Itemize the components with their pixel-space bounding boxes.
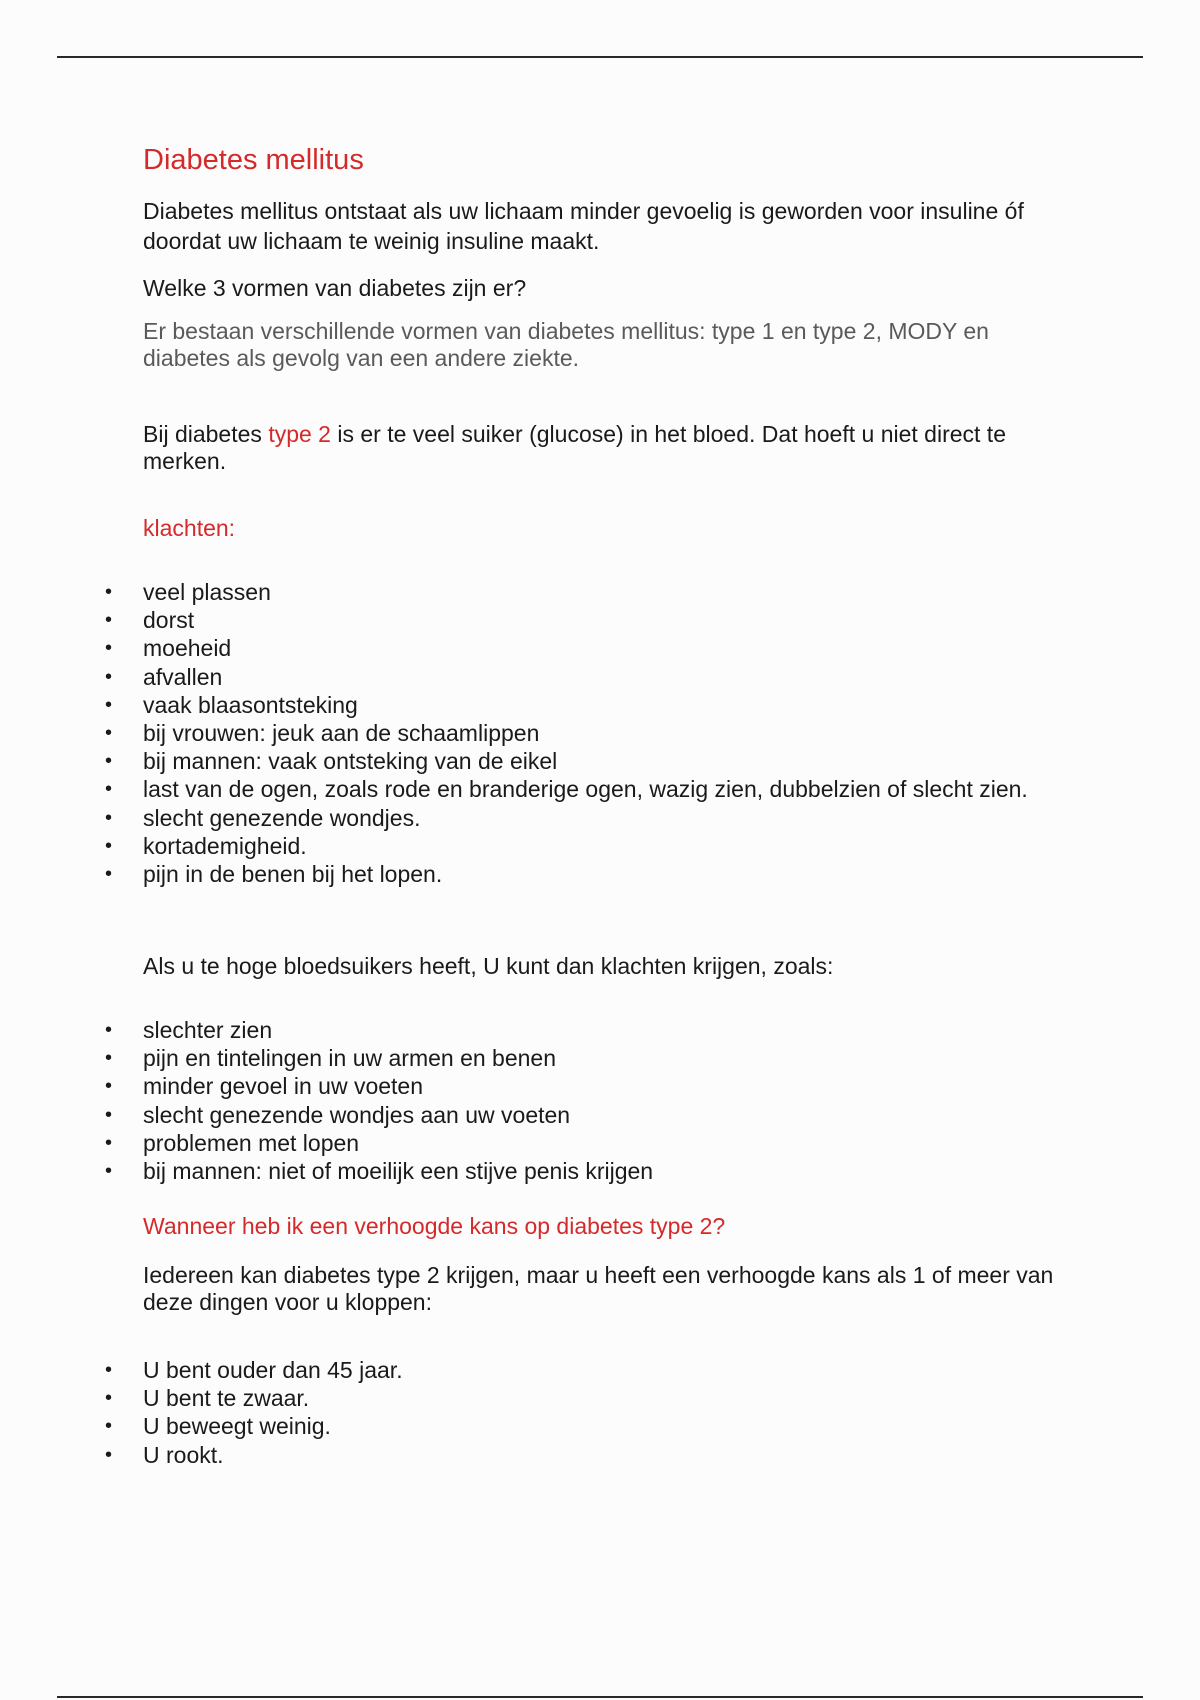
type2-paragraph — [143, 421, 1063, 475]
list-item: • bij mannen: niet of moeilijk een stijve penis krijgen — [0, 1157, 1100, 1185]
answer-paragraph: Er bestaan verschillende vormen van diabetes mellitus: type 1 en type 2, MODY en diabetes als gevolg van een andere ziekte. — [143, 318, 989, 371]
list-item: • slecht genezende wondjes. — [0, 804, 1100, 832]
list-item: • moeheid — [0, 634, 1100, 662]
risk-list — [0, 1356, 1100, 1469]
list-item: • U bent te zwaar. — [0, 1384, 1100, 1412]
list-item: • problemen met lopen — [0, 1129, 1100, 1157]
type2-highlight: type 2 — [268, 421, 331, 447]
list-item: • kortademigheid. — [0, 832, 1100, 860]
list-item: • bij mannen: vaak ontsteking van de eikel — [0, 747, 1100, 775]
list-item: • afvallen — [0, 663, 1100, 691]
intro-paragraph: Diabetes mellitus ontstaat als uw lichaam minder gevoelig is geworden voor insuline óf doordat uw lichaam te weinig insuline maakt. — [143, 198, 1024, 254]
list-item: • U beweegt weinig. — [0, 1412, 1100, 1440]
list-item: • pijn en tintelingen in uw armen en benen — [0, 1044, 1100, 1072]
type2-text-before: Bij diabetes — [143, 421, 269, 447]
list-item: • last van de ogen, zoals rode en branderige ogen, wazig zien, dubbelzien of slecht zien. — [0, 775, 1100, 803]
klachten-heading: klachten: — [143, 515, 236, 541]
list-item: • pijn in de benen bij het lopen. — [0, 860, 1100, 888]
list-item: • slecht genezende wondjes aan uw voeten — [0, 1101, 1100, 1129]
list-item: • U rookt. — [0, 1441, 1100, 1469]
question-text: Welke 3 vormen van diabetes zijn er? — [143, 275, 527, 301]
klachten-list — [0, 578, 1100, 888]
list-item: • bij vrouwen: jeuk aan de schaamlippen — [0, 719, 1100, 747]
list-item: • vaak blaasontsteking — [0, 691, 1100, 719]
bloedsuiker-intro: Als u te hoge bloedsuikers heeft, U kunt dan klachten krijgen, zoals: — [143, 953, 834, 979]
list-item: • veel plassen — [0, 578, 1100, 606]
risk-heading: Wanneer heb ik een verhoogde kans op diabetes type 2? — [143, 1213, 726, 1239]
bottom-rule — [57, 1696, 1143, 1698]
type2-text-after: is er te veel suiker (glucose) in het bloed. Dat hoeft u niet direct te merken. — [143, 421, 1006, 474]
list-item: • minder gevoel in uw voeten — [0, 1072, 1100, 1100]
risk-intro: Iedereen kan diabetes type 2 krijgen, maar u heeft een verhoogde kans als 1 of meer van deze dingen voor u kloppen: — [143, 1262, 1054, 1315]
page-title: Diabetes mellitus — [143, 144, 364, 176]
list-item: • U bent ouder dan 45 jaar. — [0, 1356, 1100, 1384]
bloedsuiker-list — [0, 1016, 1100, 1185]
top-rule — [57, 56, 1143, 58]
list-item: • dorst — [0, 606, 1100, 634]
list-item: • slechter zien — [0, 1016, 1100, 1044]
